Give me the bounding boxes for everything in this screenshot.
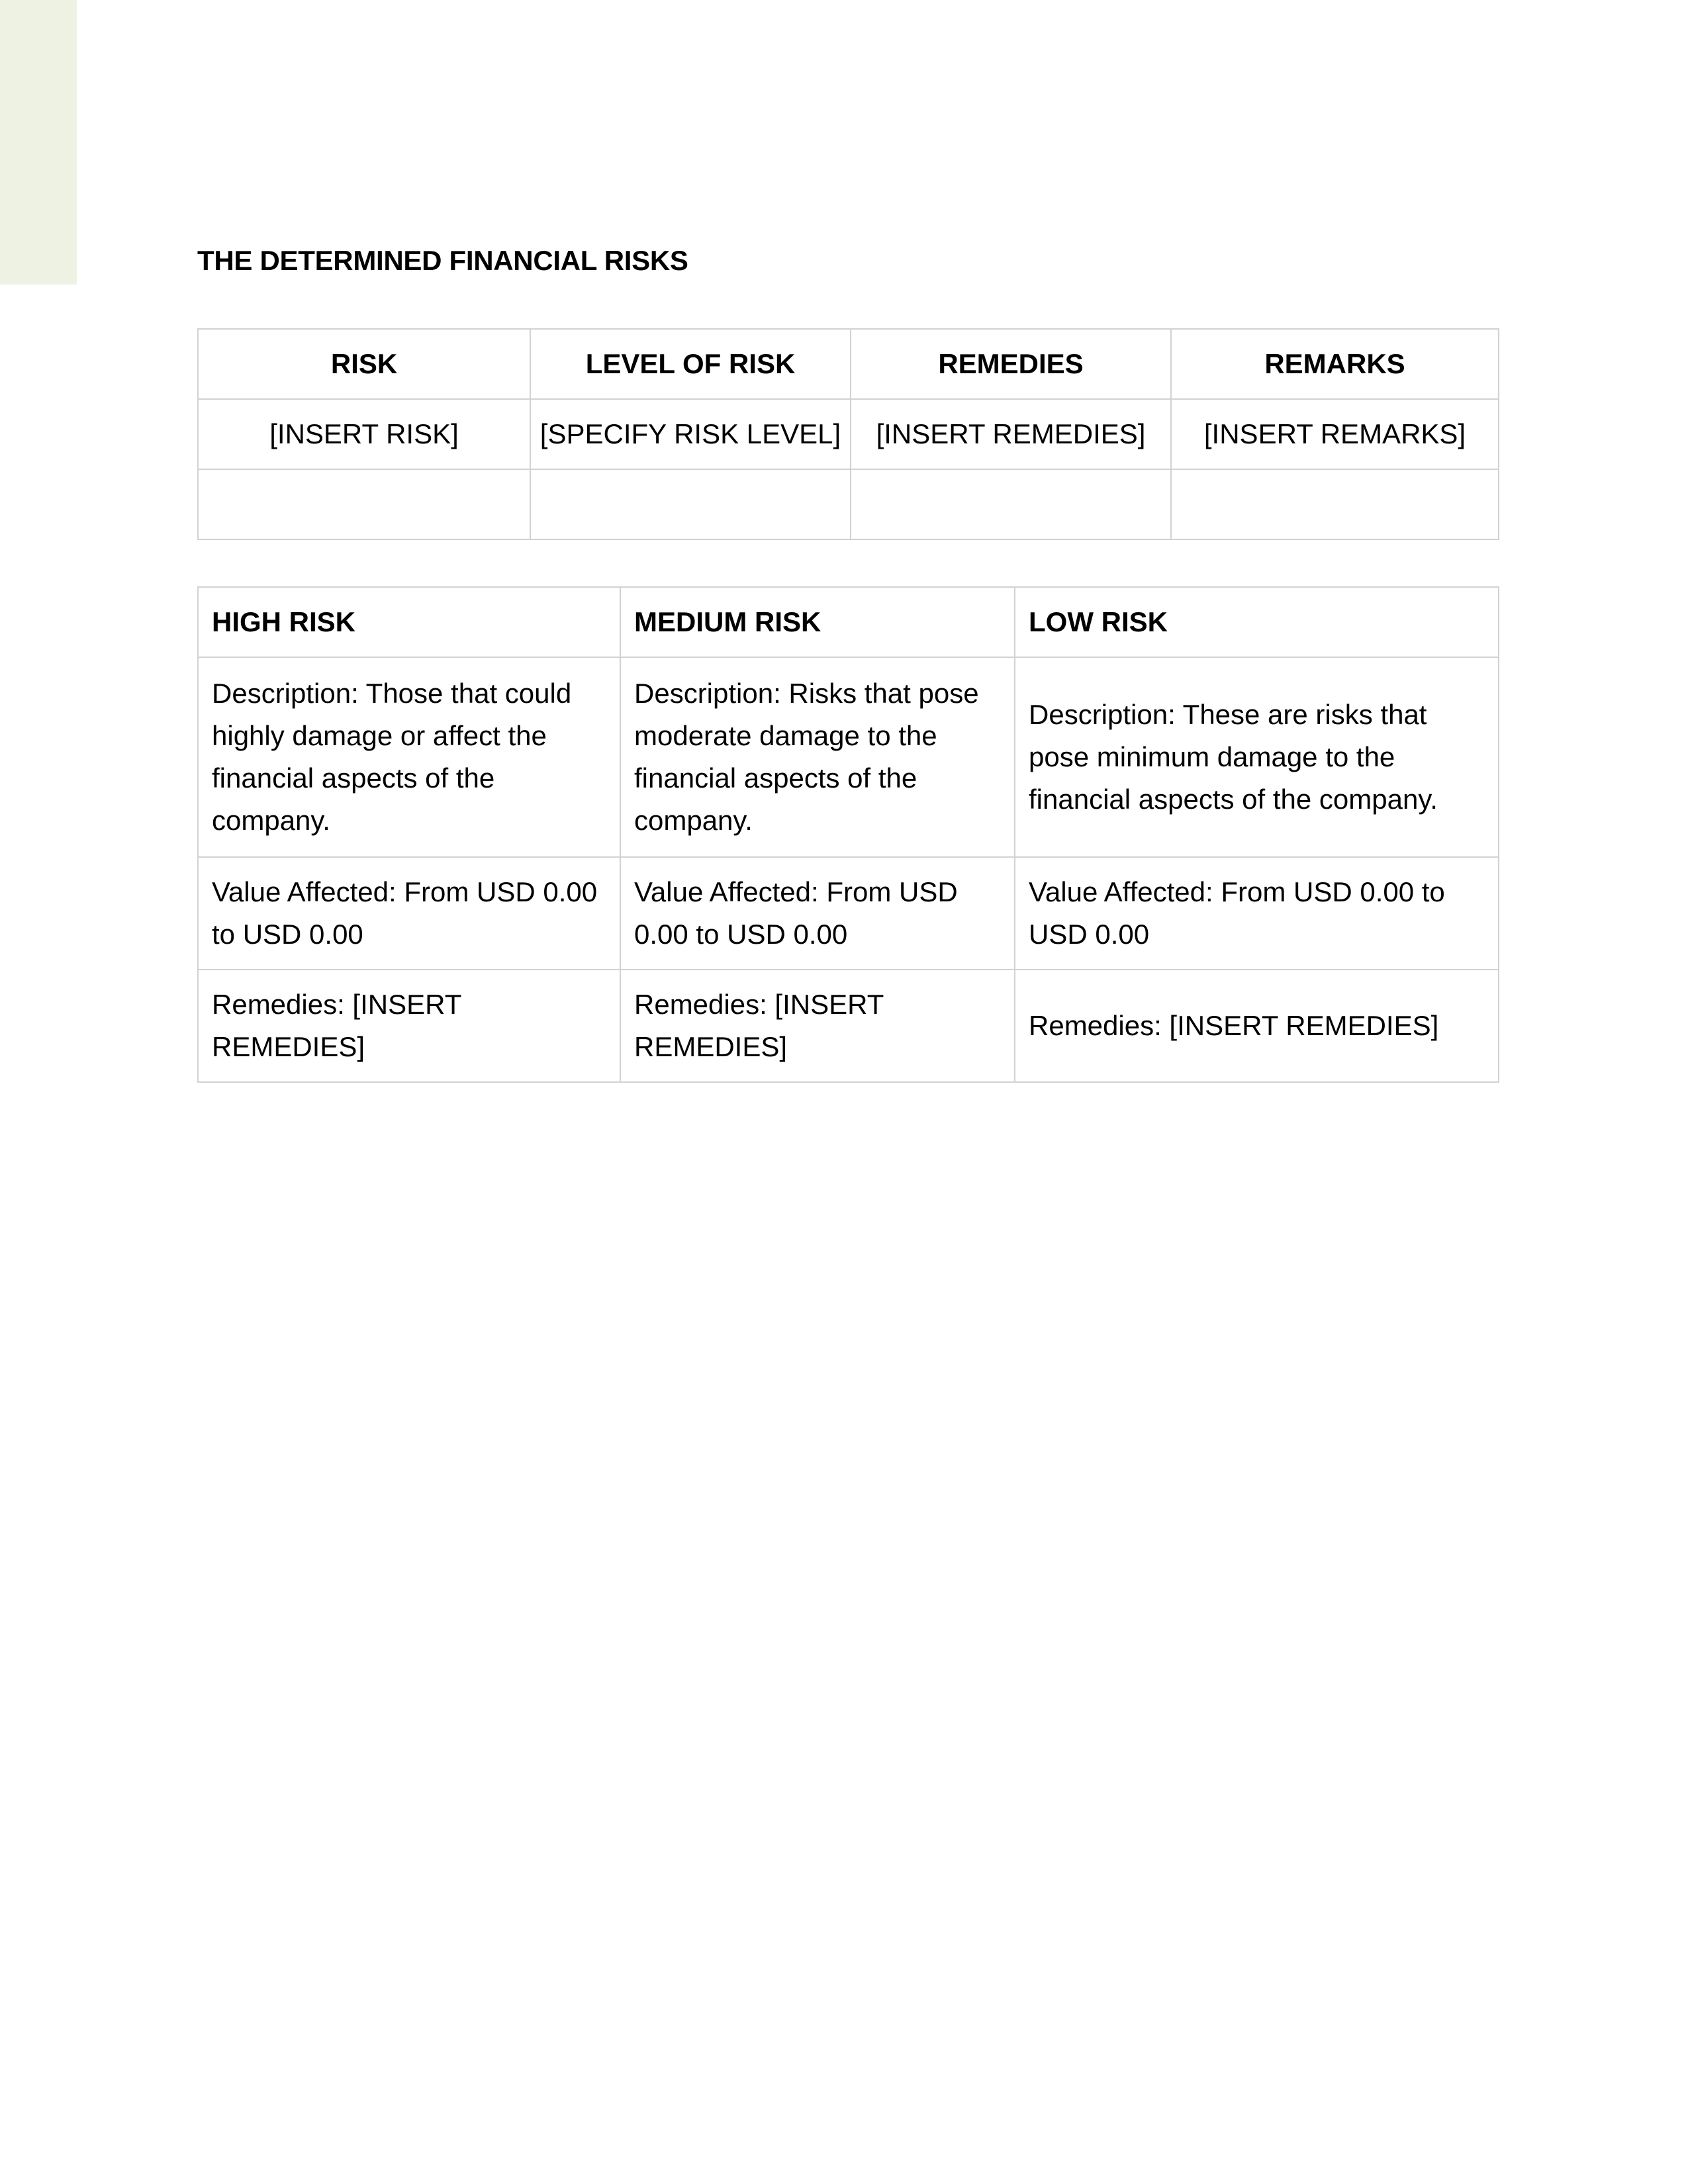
cell-level-of-risk[interactable]: [SPECIFY RISK LEVEL] (530, 399, 851, 469)
risk-levels-table (197, 586, 1499, 1083)
page-title: THE DETERMINED FINANCIAL RISKS (197, 245, 688, 276)
cell-remarks[interactable] (1171, 469, 1499, 539)
table-row-description (198, 657, 1499, 857)
header-level-of-risk: LEVEL OF RISK (530, 329, 851, 399)
table-row-value-affected (198, 857, 1499, 970)
header-remedies: REMEDIES (851, 329, 1171, 399)
low-risk-description[interactable]: Description: These are risks that pose minimum damage to the financial aspects of the company. (1015, 657, 1499, 857)
high-risk-description[interactable]: Description: Those that could highly damage or affect the financial aspects of the company. (198, 657, 620, 857)
low-risk-value[interactable]: Value Affected: From USD 0.00 to USD 0.00 (1015, 857, 1499, 970)
header-medium-risk: MEDIUM RISK (620, 587, 1015, 657)
medium-risk-description[interactable]: Description: Risks that pose moderate damage to the financial aspects of the company. (620, 657, 1015, 857)
financial-risks-table (197, 328, 1499, 540)
header-low-risk: LOW RISK (1015, 587, 1499, 657)
table-row-remedies (198, 970, 1499, 1082)
high-risk-remedies[interactable]: Remedies: [INSERT REMEDIES] (198, 970, 620, 1082)
header-remarks: REMARKS (1171, 329, 1499, 399)
header-high-risk: HIGH RISK (198, 587, 620, 657)
header-risk: RISK (198, 329, 530, 399)
table-header-row (198, 329, 1499, 399)
cell-remarks[interactable]: [INSERT REMARKS] (1171, 399, 1499, 469)
table-row (198, 399, 1499, 469)
table-header-row (198, 587, 1499, 657)
side-tab-decoration (0, 0, 77, 285)
cell-level-of-risk[interactable] (530, 469, 851, 539)
cell-remedies[interactable] (851, 469, 1171, 539)
medium-risk-remedies[interactable]: Remedies: [INSERT REMEDIES] (620, 970, 1015, 1082)
cell-risk[interactable] (198, 469, 530, 539)
cell-remedies[interactable]: [INSERT REMEDIES] (851, 399, 1171, 469)
high-risk-value[interactable]: Value Affected: From USD 0.00 to USD 0.00 (198, 857, 620, 970)
table-row (198, 469, 1499, 539)
cell-risk[interactable]: [INSERT RISK] (198, 399, 530, 469)
medium-risk-value[interactable]: Value Affected: From USD 0.00 to USD 0.00 (620, 857, 1015, 970)
low-risk-remedies[interactable]: Remedies: [INSERT REMEDIES] (1015, 970, 1499, 1082)
